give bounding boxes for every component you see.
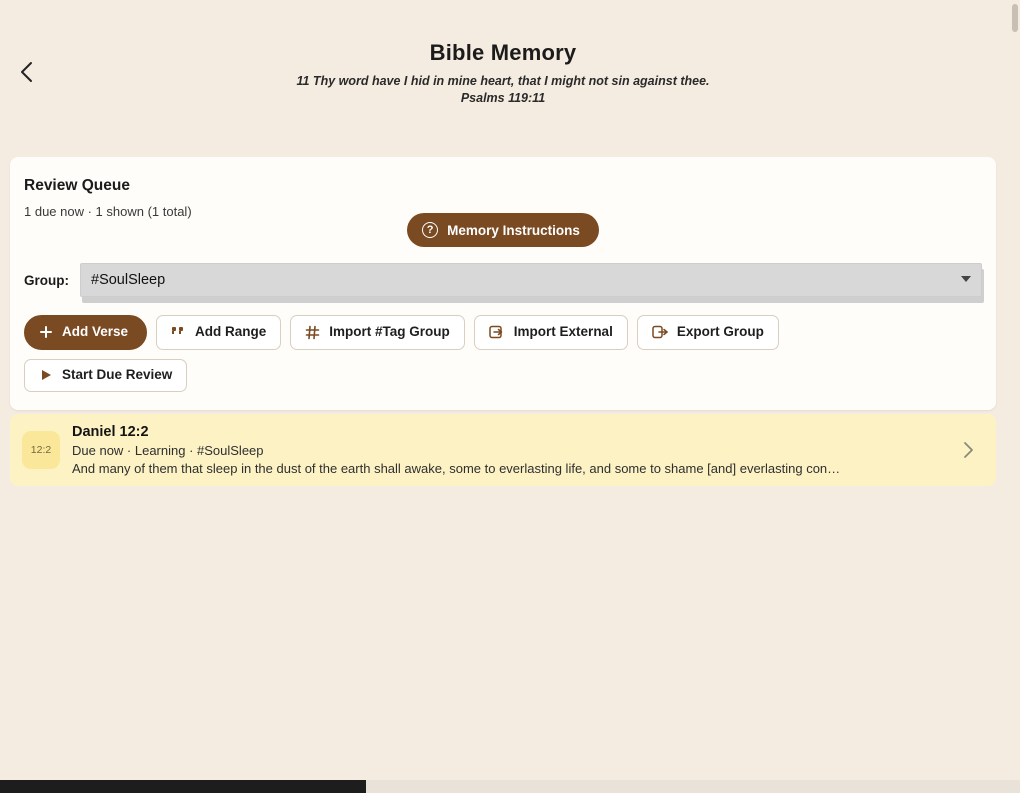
export-arrow-icon xyxy=(652,325,668,339)
chevron-down-icon xyxy=(961,276,971,282)
group-select[interactable] xyxy=(80,263,982,297)
verse-meta: Due now · Learning · #SoulSleep xyxy=(72,443,264,458)
memory-instructions-label: Memory Instructions xyxy=(447,222,580,238)
add-range-button[interactable] xyxy=(156,315,281,350)
verse-title: Daniel 12:2 xyxy=(72,424,149,440)
group-label: Group: xyxy=(24,272,69,288)
add-verse-label: Add Verse xyxy=(62,324,129,339)
group-select-value: #SoulSleep xyxy=(91,272,166,288)
verse-content xyxy=(72,424,952,476)
start-due-review-button[interactable] xyxy=(24,359,187,392)
play-icon xyxy=(39,368,53,382)
group-row xyxy=(24,263,982,297)
import-tag-group-button[interactable] xyxy=(290,315,465,350)
chevron-right-icon[interactable] xyxy=(952,440,984,460)
hash-icon xyxy=(305,325,320,340)
review-queue-subtitle: 1 due now · 1 shown (1 total) xyxy=(24,204,192,219)
export-group-button[interactable] xyxy=(637,315,779,350)
add-verse-button[interactable] xyxy=(24,315,147,350)
add-range-label: Add Range xyxy=(195,324,267,339)
import-external-button[interactable] xyxy=(474,315,628,350)
header-verse-text: 11 Thy word have I hid in mine heart, that I might not sin against thee. xyxy=(296,74,710,88)
question-circle-icon: ? xyxy=(422,222,438,238)
page-header xyxy=(0,0,1006,118)
memory-instructions-button[interactable] xyxy=(407,213,599,247)
bottom-bar-left xyxy=(0,780,366,793)
plus-icon xyxy=(39,325,53,339)
review-queue-card xyxy=(10,157,996,410)
start-due-review-label: Start Due Review xyxy=(62,366,173,382)
bottom-bar-right xyxy=(366,780,1020,793)
verse-badge: 12:2 xyxy=(22,431,60,469)
queue-toolbar xyxy=(24,315,982,350)
header-verse-reference: Psalms 119:11 xyxy=(460,90,546,105)
list-item[interactable] xyxy=(10,414,996,486)
page-title: Bible Memory xyxy=(429,40,577,65)
verse-text: And many of them that sleep in the dust of the earth shall awake, some to everlasting life, and some to shame [and] everlasting con… xyxy=(72,461,841,476)
title-block xyxy=(0,40,1006,106)
export-group-label: Export Group xyxy=(676,324,764,339)
scrollbar-thumb[interactable] xyxy=(1012,4,1018,32)
scrollbar-vertical[interactable] xyxy=(1006,0,1020,793)
group-select-wrap xyxy=(80,263,982,297)
import-arrow-icon xyxy=(489,325,505,339)
import-external-label: Import External xyxy=(513,324,613,339)
quote-icon xyxy=(171,325,186,339)
queue-toolbar-secondary xyxy=(24,359,982,392)
import-tag-group-label: Import #Tag Group xyxy=(329,324,450,339)
review-queue-title: Review Queue xyxy=(24,177,130,194)
